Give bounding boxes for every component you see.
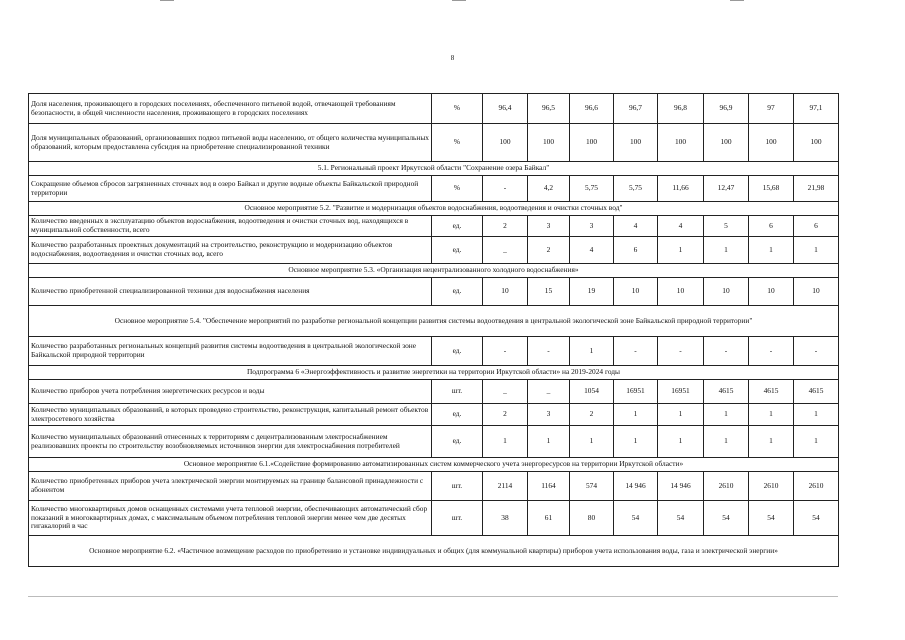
value-cell: 4615 [794, 380, 839, 404]
value-cell: 96,6 [570, 94, 614, 124]
section-header-row [29, 306, 839, 337]
value-cell: 10 [749, 278, 794, 306]
value-cell: 6 [749, 216, 794, 237]
value-cell: 2 [483, 216, 528, 237]
table-row [29, 404, 839, 426]
value-cell: 2610 [704, 472, 749, 501]
value-cell: 54 [704, 501, 749, 536]
value-cell: 4615 [749, 380, 794, 404]
value-cell: _ [528, 380, 570, 404]
value-cell: 4,2 [528, 176, 570, 202]
unit-cell: шт. [432, 501, 483, 536]
value-cell: 4 [658, 216, 704, 237]
scan-mark [160, 0, 174, 1]
unit-cell: шт. [432, 380, 483, 404]
value-cell: 100 [794, 124, 839, 162]
value-cell: 1 [704, 237, 749, 264]
value-cell: 6 [794, 216, 839, 237]
indicator-name: Количество приобретенной специализированной техники для водоснабжения населения [29, 278, 432, 306]
value-cell: 1 [704, 426, 749, 458]
value-cell: 10 [483, 278, 528, 306]
value-cell: 96,5 [528, 94, 570, 124]
value-cell: 1 [528, 426, 570, 458]
value-cell: 4 [614, 216, 658, 237]
section-header-row [29, 536, 839, 567]
unit-cell: ед. [432, 404, 483, 426]
value-cell: 1 [794, 404, 839, 426]
unit-cell: ед. [432, 337, 483, 366]
value-cell: 15,68 [749, 176, 794, 202]
value-cell: 1 [658, 404, 704, 426]
indicator-name: Количество многоквартирных домов оснащенных системами учета тепловой энергии, обеспечивающих автоматический сбор показаний в многоквартирных домах, с максимальным объемом потребления тепловой энергии менее чем две десятых гигакалорий в час [29, 501, 432, 536]
value-cell: 100 [704, 124, 749, 162]
unit-cell: ед. [432, 278, 483, 306]
section-title: Основное мероприятие 6.1.«Содействие формированию автоматизированных систем коммерческого учета энергоресурсов на территории Иркутской области» [29, 458, 839, 472]
value-cell: 1 [483, 426, 528, 458]
section-title: Основное мероприятие 5.4. "Обеспечение мероприятий по разработке региональной концепции развития системы водоотведения в центральной экологической зоне Байкальской природной территории" [29, 306, 839, 337]
value-cell: 100 [658, 124, 704, 162]
value-cell: 80 [570, 501, 614, 536]
indicators-table [28, 93, 839, 567]
value-cell: - [658, 337, 704, 366]
value-cell: 14 946 [658, 472, 704, 501]
indicator-name: Количество разработанных региональных концепций развития системы водоотведения в центральной экологической зоне Байкальской природной территории [29, 337, 432, 366]
unit-cell: ед. [432, 426, 483, 458]
scan-line [28, 596, 838, 597]
value-cell: 1 [749, 237, 794, 264]
value-cell: 97 [749, 94, 794, 124]
table-row [29, 380, 839, 404]
value-cell: 96,4 [483, 94, 528, 124]
section-header-row [29, 264, 839, 278]
scan-mark [730, 0, 744, 1]
value-cell: 1 [749, 404, 794, 426]
indicator-name: Количество введенных в эксплуатацию объектов водоснабжения, водоотведения и очистки сточных вод, находящихся в муниципальной собственности, всего [29, 216, 432, 237]
value-cell: 1 [794, 237, 839, 264]
section-header-row [29, 202, 839, 216]
value-cell: 2114 [483, 472, 528, 501]
value-cell: 96,9 [704, 94, 749, 124]
value-cell: 100 [483, 124, 528, 162]
table-row [29, 278, 839, 306]
value-cell: 4615 [704, 380, 749, 404]
table-row [29, 94, 839, 124]
indicator-name: Количество приобретенных приборов учета электрической энергии монтируемых на границе балансовой принадлежности с абонентом [29, 472, 432, 501]
indicator-name: Количество приборов учета потребления энергетических ресурсов и воды [29, 380, 432, 404]
value-cell: 19 [570, 278, 614, 306]
value-cell: 2 [528, 237, 570, 264]
value-cell: 1 [570, 426, 614, 458]
scan-mark [452, 0, 466, 1]
value-cell: _ [483, 237, 528, 264]
value-cell: 2 [570, 404, 614, 426]
value-cell: - [614, 337, 658, 366]
value-cell: 3 [528, 404, 570, 426]
unit-cell: ед. [432, 216, 483, 237]
value-cell: 5,75 [614, 176, 658, 202]
value-cell: 97,1 [794, 94, 839, 124]
indicator-name: Количество разработанных проектных документаций на строительство, реконструкцию и модернизацию объектов водоснабжения, водоотведения и очистки сточных вод, всего [29, 237, 432, 264]
indicator-name: Количество муниципальных образований отнесенных к территориям с децентрализованным электроснабжением реализовавших проекты по строительству возобновляемых источников энергии для электроснабжения потребителей [29, 426, 432, 458]
table-row [29, 124, 839, 162]
section-header-row [29, 162, 839, 176]
value-cell: 5,75 [570, 176, 614, 202]
value-cell: 14 946 [614, 472, 658, 501]
indicator-name: Доля муниципальных образований, организовавших подвоз питьевой воды населению, от общего количества муниципальных образований, которым предоставлена субсидия на приобретение специализированной техники [29, 124, 432, 162]
value-cell: 38 [483, 501, 528, 536]
value-cell: 61 [528, 501, 570, 536]
value-cell: - [528, 337, 570, 366]
unit-cell: % [432, 94, 483, 124]
section-title: Основное мероприятие 5.2. "Развитие и модернизация объектов водоснабжения, водоотведения и очистки сточных вод" [29, 202, 839, 216]
value-cell: 574 [570, 472, 614, 501]
value-cell: - [749, 337, 794, 366]
value-cell: 16951 [658, 380, 704, 404]
value-cell: 1 [658, 237, 704, 264]
value-cell: 100 [528, 124, 570, 162]
unit-cell: ед. [432, 237, 483, 264]
value-cell: 2610 [749, 472, 794, 501]
value-cell: 1054 [570, 380, 614, 404]
table-row [29, 472, 839, 501]
value-cell: 6 [614, 237, 658, 264]
section-header-row [29, 458, 839, 472]
value-cell: 3 [528, 216, 570, 237]
unit-cell: % [432, 176, 483, 202]
value-cell: 1 [614, 426, 658, 458]
indicator-name: Доля населения, проживающего в городских поселениях, обеспеченного питьевой водой, отвечающей требованиям безопасности, в общей численности населения, проживающего в городских поселениях [29, 94, 432, 124]
value-cell: 100 [614, 124, 658, 162]
value-cell: 10 [794, 278, 839, 306]
value-cell: 3 [570, 216, 614, 237]
value-cell: 5 [704, 216, 749, 237]
value-cell: - [483, 176, 528, 202]
table-row [29, 426, 839, 458]
value-cell: 21,98 [794, 176, 839, 202]
section-title: 5.1. Региональный проект Иркутской области "Сохранение озера Байкал" [29, 162, 839, 176]
value-cell: 96,8 [658, 94, 704, 124]
section-title: Подпрограмма 6 «Энергоэффективность и развитие энергетики на территории Иркутской области» на 2019-2024 годы [29, 366, 839, 380]
value-cell: - [794, 337, 839, 366]
value-cell: 12,47 [704, 176, 749, 202]
value-cell: 54 [614, 501, 658, 536]
unit-cell: % [432, 124, 483, 162]
value-cell: 10 [614, 278, 658, 306]
value-cell: 16951 [614, 380, 658, 404]
value-cell: 1164 [528, 472, 570, 501]
value-cell: 1 [570, 337, 614, 366]
indicator-name: Сокращение объемов сбросов загрязненных сточных вод в озеро Байкал и другие водные объекты Байкальской природной территории [29, 176, 432, 202]
unit-cell: шт. [432, 472, 483, 501]
value-cell: 1 [794, 426, 839, 458]
table-row [29, 501, 839, 536]
value-cell: 54 [794, 501, 839, 536]
value-cell: - [483, 337, 528, 366]
value-cell: 54 [658, 501, 704, 536]
value-cell: 100 [570, 124, 614, 162]
section-title: Основное мероприятие 5.3. «Организация нецентрализованного холодного водоснабжения» [29, 264, 839, 278]
value-cell: 10 [658, 278, 704, 306]
table-row [29, 237, 839, 264]
value-cell: 10 [704, 278, 749, 306]
value-cell: 54 [749, 501, 794, 536]
value-cell: 11,66 [658, 176, 704, 202]
value-cell: 1 [749, 426, 794, 458]
section-title: Основное мероприятие 6.2. «Частичное возмещение расходов по приобретению и установке индивидуальных и общих (для коммунальной квартиры) приборов учета использования воды, газа и электрической энергии» [29, 536, 839, 567]
value-cell: _ [483, 380, 528, 404]
value-cell: 1 [658, 426, 704, 458]
table-row [29, 216, 839, 237]
table-row [29, 176, 839, 202]
table-row [29, 337, 839, 366]
value-cell: 100 [749, 124, 794, 162]
value-cell: 1 [704, 404, 749, 426]
value-cell: 1 [614, 404, 658, 426]
value-cell: 96,7 [614, 94, 658, 124]
value-cell: 4 [570, 237, 614, 264]
value-cell: 2 [483, 404, 528, 426]
value-cell: - [704, 337, 749, 366]
page-number: 8 [450, 54, 455, 62]
value-cell: 15 [528, 278, 570, 306]
section-header-row [29, 366, 839, 380]
value-cell: 2610 [794, 472, 839, 501]
indicator-name: Количество муниципальных образований, в которых проведено строительство, реконструкция, капитальный ремонт объектов электросетевого хозяйства [29, 404, 432, 426]
